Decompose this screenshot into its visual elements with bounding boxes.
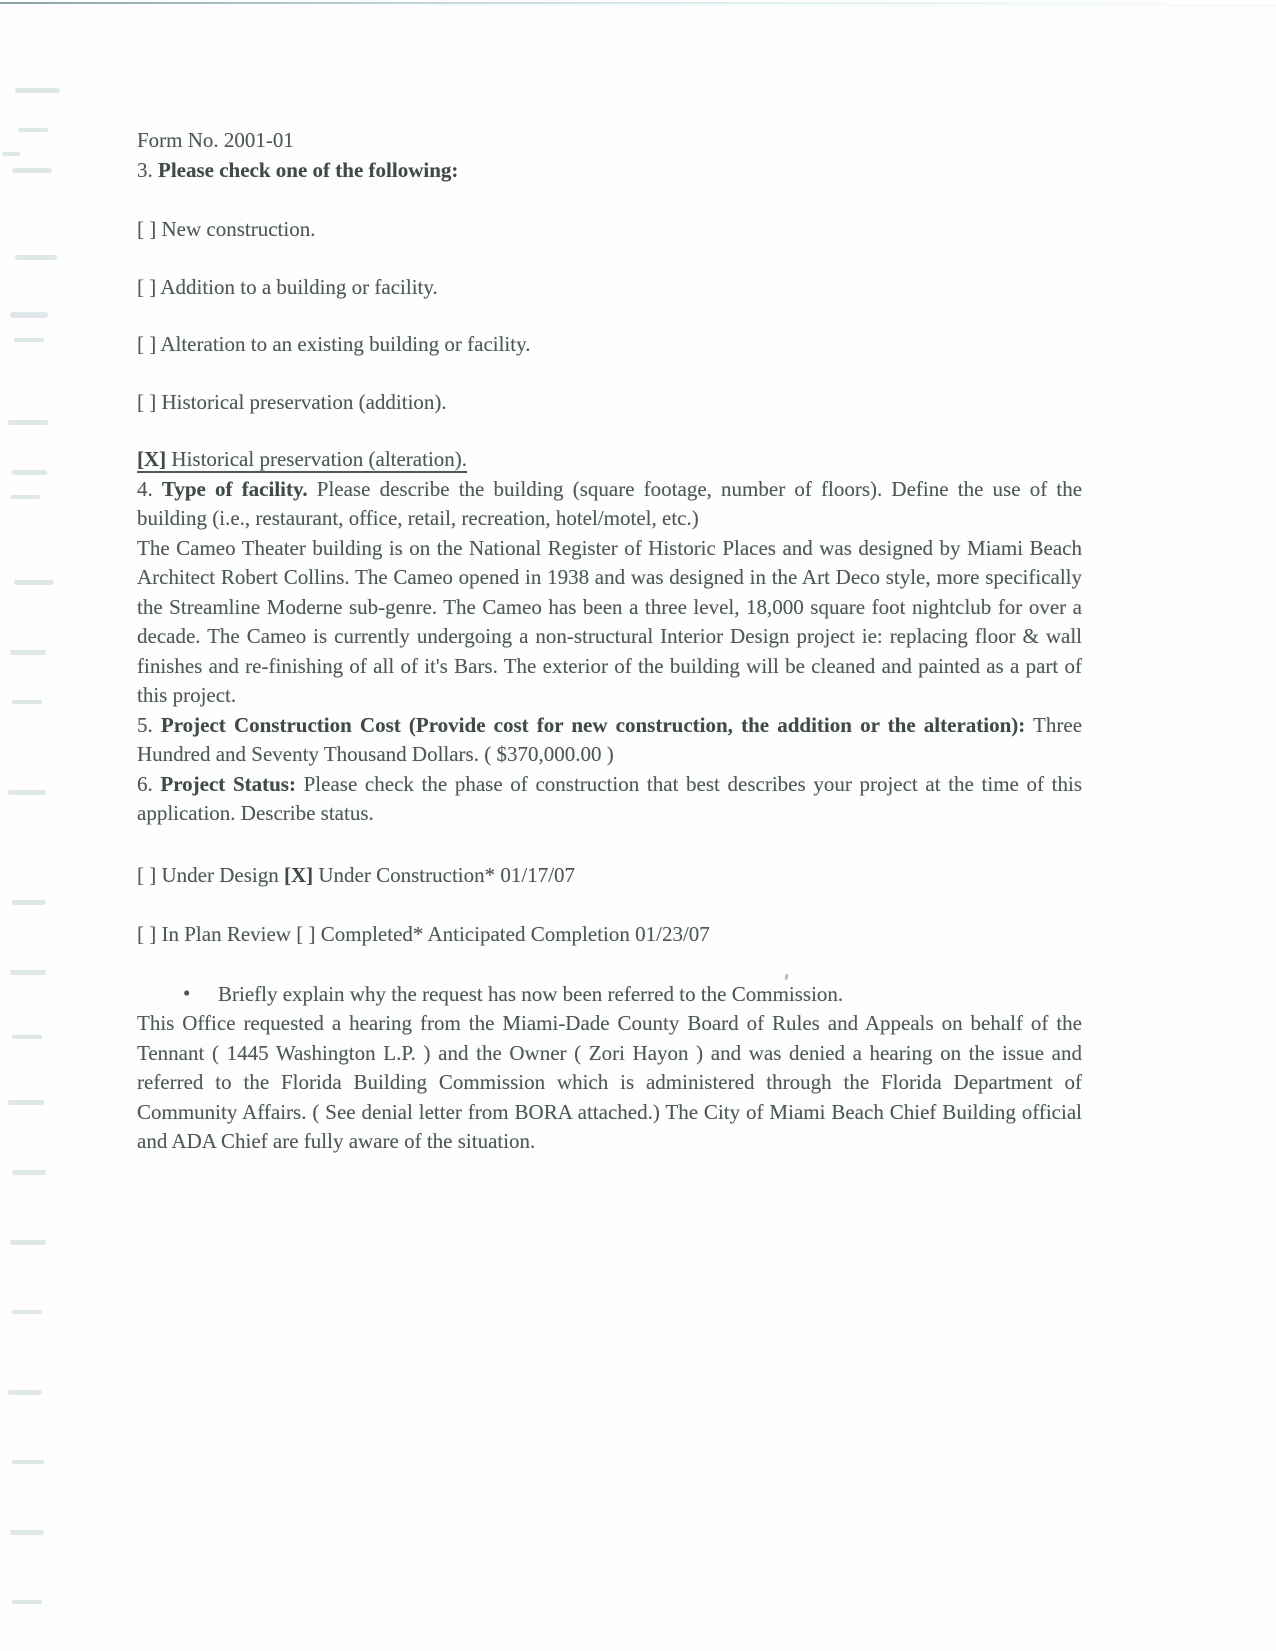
checkbox-label: Alteration to an existing building or facility. bbox=[160, 332, 531, 356]
explanation-paragraph: This Office requested a hearing from the Miami-Dade County Board of Rules and Appeals on behalf of the Tennant ( 1445 Washington L.P. ) and the Owner ( Zori Hayon ) and was denied a hearing on the issue and referred to the Florida Building Commission which is administered through the Florida Department of Community Affairs. ( See denial letter from BORA attached.) The City of Miami Beach Chief Building official and ADA Chief are fully aware of the situation. bbox=[137, 1011, 1082, 1153]
scan-artifact bbox=[8, 790, 46, 795]
scan-artifact bbox=[15, 255, 57, 260]
checkbox-addition[interactable]: [ ] bbox=[137, 274, 157, 299]
scan-artifact bbox=[430, 5, 1276, 6]
checkbox-option-historical-alteration bbox=[137, 445, 1082, 475]
section6-paragraph bbox=[137, 770, 1082, 829]
section3-heading bbox=[137, 156, 1082, 186]
scan-artifact bbox=[10, 1530, 44, 1535]
facility-description-paragraph: The Cameo Theater building is on the National Register of Historic Places and was designed by Miami Beach Architect Robert Collins. The Cameo opened in 1938 and was designed in the Art Deco style, more specifically the Streamline Moderne sub-genre. The Cameo has been a three level, 18,000 square foot nightclub for over a decade. The Cameo is currently undergoing a non-structural Interior Design project ie: replacing floor & wall finishes and re-finishing of all of it's Bars. The exterior of the building will be cleaned and painted as a part of this project. bbox=[137, 535, 1082, 707]
checkbox-under-design[interactable]: [ ] bbox=[137, 862, 157, 887]
document-body bbox=[137, 126, 1082, 1157]
bullet-icon: • bbox=[183, 980, 191, 1005]
scan-artifact bbox=[10, 1240, 46, 1245]
section6-intro: Please check the phase of construction that best describes your project at the time of this application. Describe status. bbox=[137, 771, 1082, 825]
section4-heading-paragraph bbox=[137, 475, 1082, 534]
checkbox-option-historical-addition bbox=[137, 388, 1082, 418]
checkbox-label: Addition to a building or facility. bbox=[160, 274, 438, 299]
checkbox-option-new-construction bbox=[137, 215, 1082, 245]
scan-artifact bbox=[12, 1170, 46, 1175]
checkbox-label: Historical preservation (alteration). bbox=[171, 447, 468, 471]
scan-artifact bbox=[12, 1460, 44, 1464]
section6-number: 6. bbox=[137, 771, 153, 796]
checkbox-alteration[interactable]: [ ] bbox=[137, 332, 157, 356]
scan-artifact bbox=[10, 495, 40, 499]
scan-artifact bbox=[14, 580, 54, 585]
section4-title: Type of facility. bbox=[161, 476, 308, 501]
section3-title: Please check one of the following: bbox=[158, 157, 459, 182]
scan-artifact bbox=[8, 1100, 44, 1105]
checkbox-under-construction[interactable]: [X] bbox=[283, 862, 314, 887]
section5-number: 5. bbox=[137, 712, 153, 737]
section4-number: 4. bbox=[137, 476, 153, 501]
bullet-list-item bbox=[137, 980, 1082, 1010]
section5-paragraph bbox=[137, 711, 1082, 770]
form-number: Form No. 2001-01 bbox=[137, 128, 294, 152]
checkbox-new-construction[interactable]: [ ] bbox=[137, 217, 157, 241]
scan-artifact bbox=[2, 152, 20, 156]
checkbox-historical-alteration[interactable]: [X] bbox=[137, 447, 167, 471]
scan-artifact bbox=[12, 1600, 42, 1604]
status-row-1 bbox=[137, 861, 1082, 891]
checkbox-option-alteration bbox=[137, 330, 1082, 360]
checkbox-label: New construction. bbox=[161, 217, 316, 241]
checkbox-label: In Plan Review bbox=[161, 922, 291, 946]
checkbox-label: Completed* Anticipated Completion 01/23/07 bbox=[320, 922, 710, 946]
scan-artifact bbox=[10, 312, 48, 318]
scan-artifact bbox=[12, 700, 42, 704]
section3-checkbox-list bbox=[137, 215, 1082, 475]
section6-title: Project Status: bbox=[160, 771, 296, 796]
checkbox-in-plan-review[interactable]: [ ] bbox=[137, 922, 157, 946]
scan-artifact bbox=[12, 900, 46, 905]
checkbox-option-addition bbox=[137, 273, 1082, 303]
checkbox-label: Under Design bbox=[161, 862, 279, 887]
checkbox-label: Historical preservation (addition). bbox=[161, 389, 447, 414]
bullet-text: Briefly explain why the request has now been referred to the Commission. bbox=[218, 981, 844, 1006]
scan-artifact bbox=[12, 1035, 42, 1039]
scan-artifact bbox=[18, 128, 48, 132]
scan-artifact bbox=[8, 420, 48, 425]
section4-intro: Please describe the building (square footage, number of floors). Define the use of the building (i.e., restaurant, office, retail, recreation, hotel/motel, etc.) bbox=[137, 476, 1083, 530]
scan-artifact bbox=[12, 168, 52, 173]
scan-artifact bbox=[10, 650, 46, 655]
checkbox-historical-addition[interactable]: [ ] bbox=[137, 389, 157, 414]
scan-artifact bbox=[14, 338, 44, 342]
scan-artifact bbox=[12, 1310, 42, 1314]
section5-value: Three Hundred and Seventy Thousand Dollars. ( $370,000.00 ) bbox=[137, 712, 1083, 766]
checkbox-completed[interactable]: [ ] bbox=[296, 922, 316, 946]
scan-artifact bbox=[10, 970, 46, 975]
checkbox-label: Under Construction* 01/17/07 bbox=[318, 862, 576, 887]
scan-artifact bbox=[12, 470, 47, 475]
section5-title: Project Construction Cost (Provide cost for new construction, the addition or the alteration): bbox=[160, 712, 1026, 737]
status-row-2 bbox=[137, 920, 1082, 950]
section3-number: 3. bbox=[137, 157, 153, 182]
scan-artifact bbox=[0, 2, 1170, 4]
scan-artifact bbox=[15, 88, 60, 93]
scan-artifact bbox=[8, 1390, 42, 1395]
